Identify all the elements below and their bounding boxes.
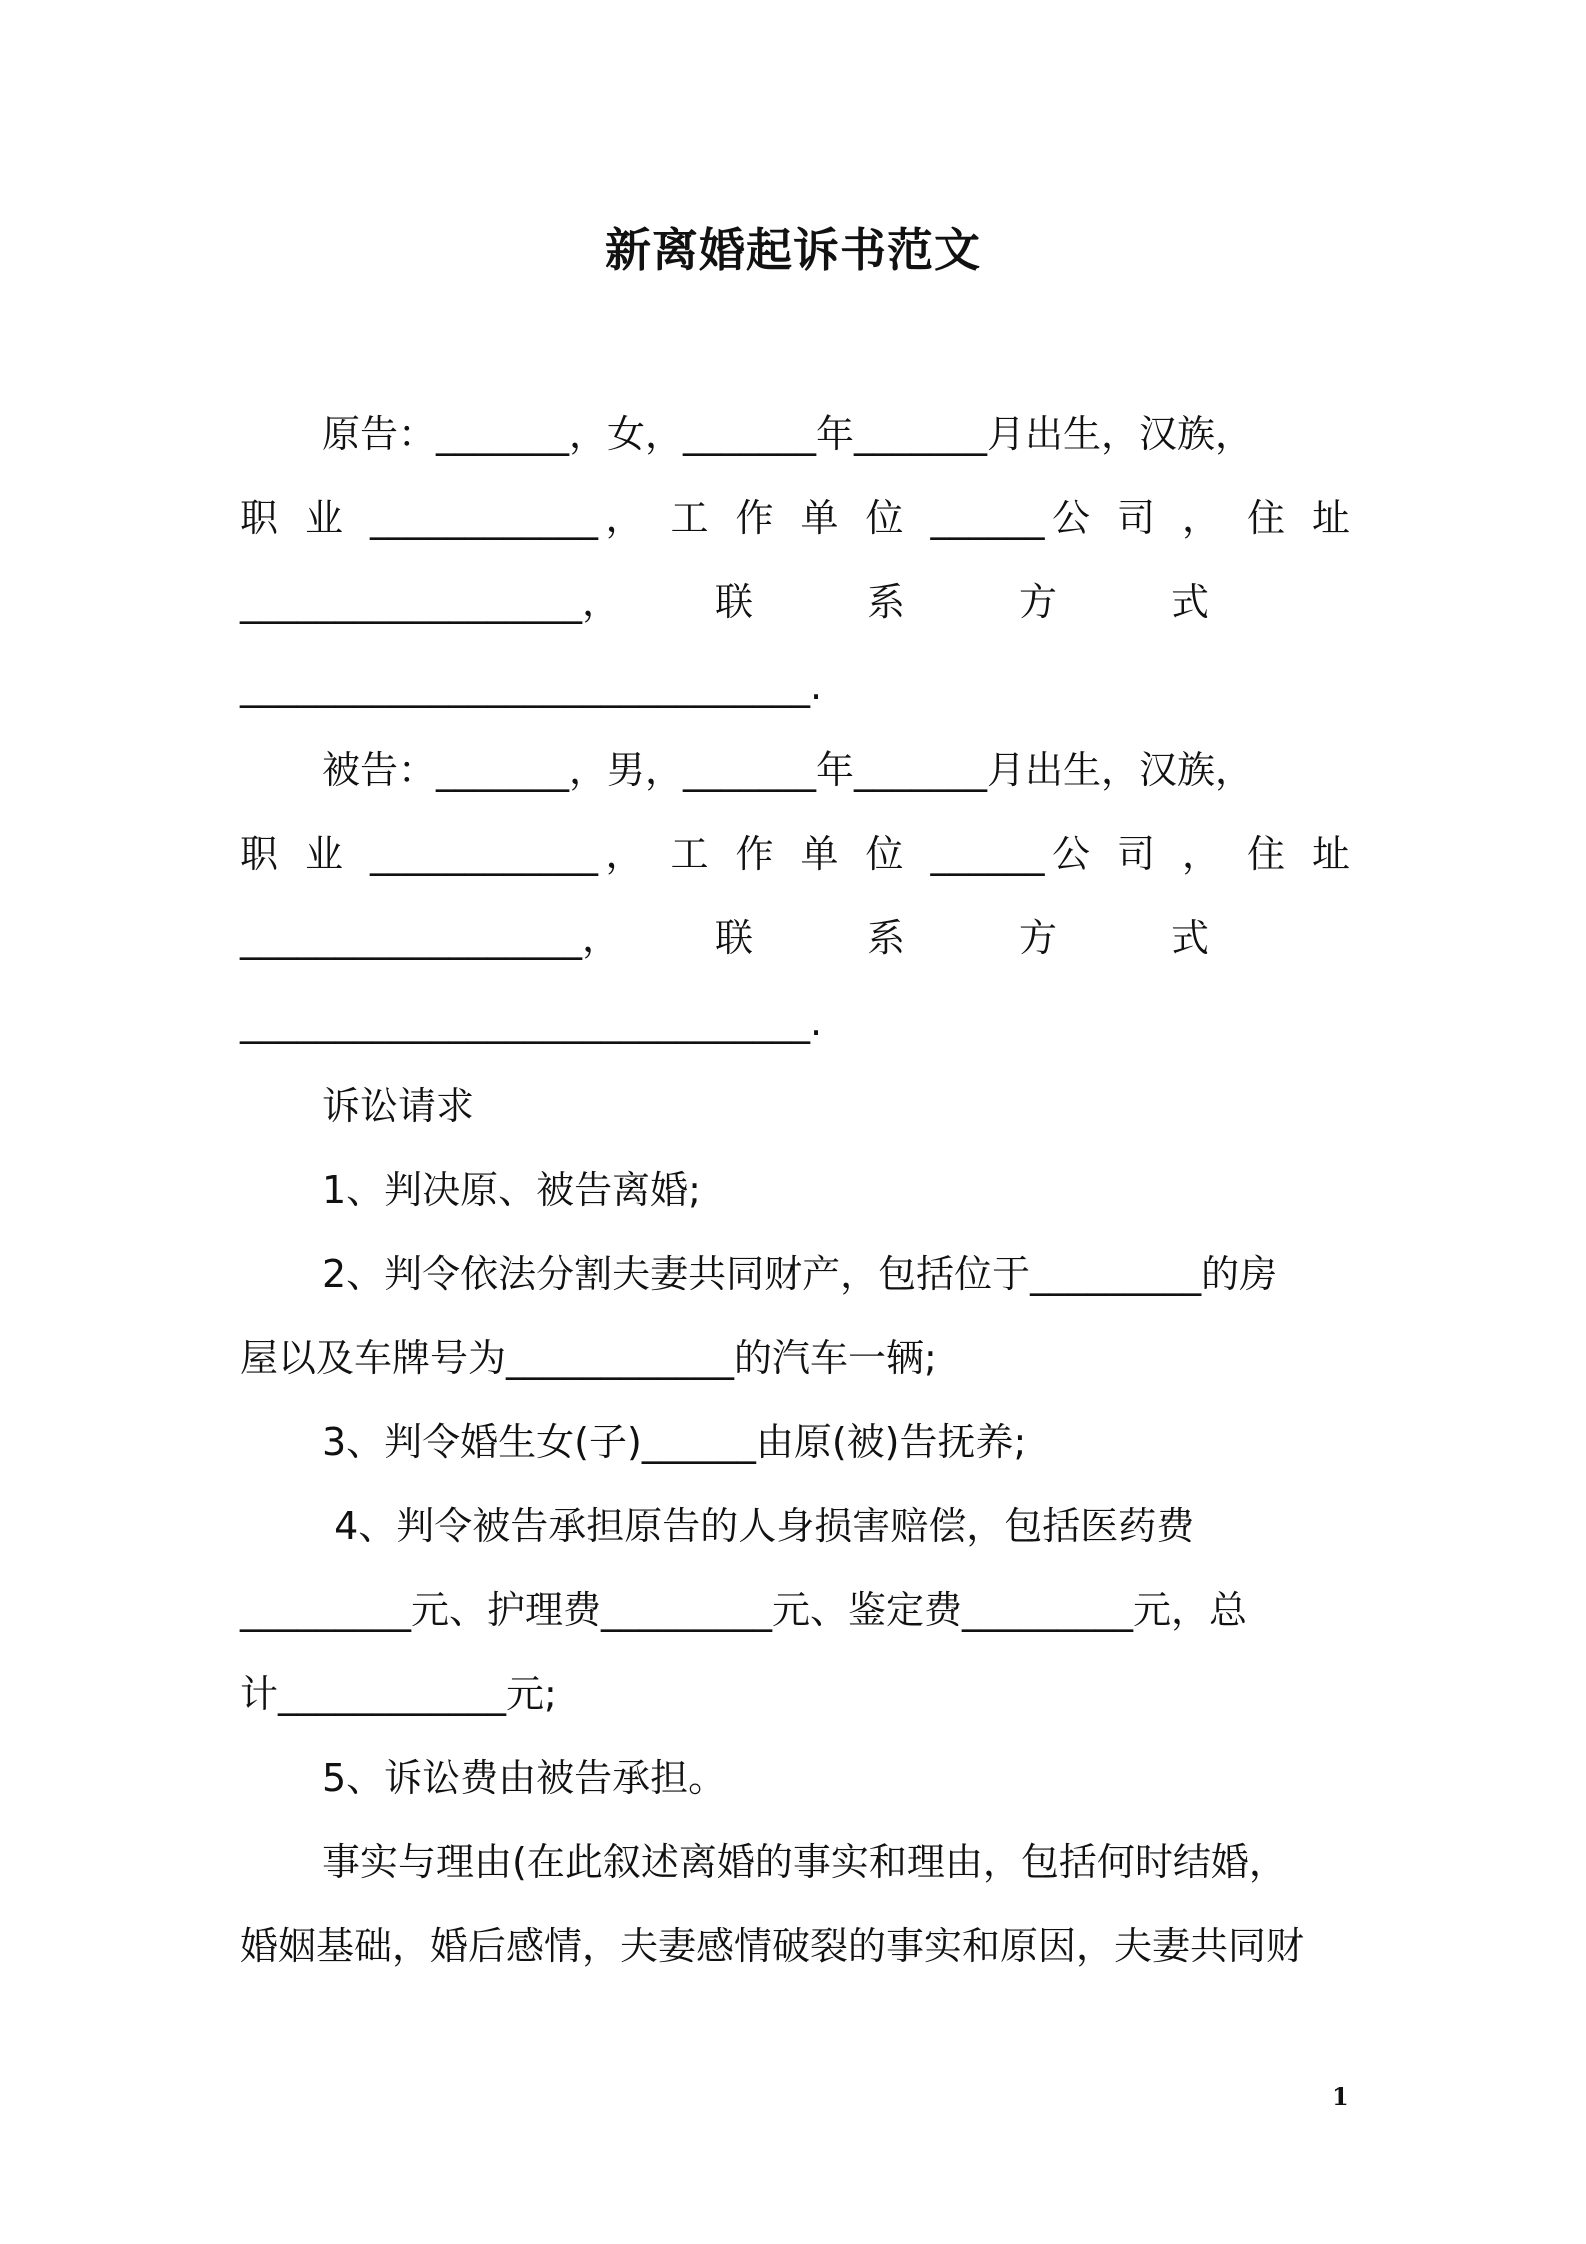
facts-paragraph-line-1: 事实与理由(在此叙述离婚的事实和理由，包括何时结婚，: [322, 1840, 1287, 1884]
claims-heading: 诉讼请求: [322, 1084, 475, 1128]
defendant-occupation-line: 职 业 ____________， 工 作 单 位 ______公 司 ， 住 址: [240, 832, 1350, 876]
plaintiff-line: 原告：_______，女，_______年_______月出生，汉族，: [322, 412, 1254, 456]
defendant-contact-line: __________________， 联 系 方 式: [240, 916, 1210, 960]
defendant-contact-blank: ______________________________.: [240, 1000, 823, 1044]
claim-item-4: 4、判令被告承担原告的人身损害赔偿，包括医药费: [322, 1504, 1195, 1548]
defendant-line: 被告：_______，男，_______年_______月出生，汉族，: [322, 748, 1254, 792]
claim-item-1: 1、判决原、被告离婚;: [322, 1168, 701, 1212]
page-number: 1: [1332, 2082, 1349, 2111]
facts-paragraph-line-2: 婚姻基础，婚后感情，夫妻感情破裂的事实和原因，夫妻共同财: [240, 1924, 1305, 1968]
claim-item-5: 5、诉讼费由被告承担。: [322, 1756, 727, 1800]
plaintiff-contact-line: __________________， 联 系 方 式: [240, 580, 1210, 624]
document-title: 新离婚起诉书范文: [605, 223, 981, 277]
claim-item-3: 3、判令婚生女(子)______由原(被)告抚养;: [322, 1420, 1027, 1464]
plaintiff-contact-blank: ______________________________.: [240, 664, 823, 708]
claim-item-2-continued: 屋以及车牌号为____________的汽车一辆;: [240, 1336, 937, 1380]
claim-item-2: 2、判令依法分割夫妻共同财产，包括位于_________的房: [322, 1252, 1278, 1296]
claim-item-4-total: 计____________元;: [240, 1672, 557, 1716]
claim-item-4-continued: _________元、护理费_________元、鉴定费_________元，总: [240, 1588, 1248, 1632]
plaintiff-occupation-line: 职 业 ____________， 工 作 单 位 ______公 司 ， 住 址: [240, 496, 1350, 540]
